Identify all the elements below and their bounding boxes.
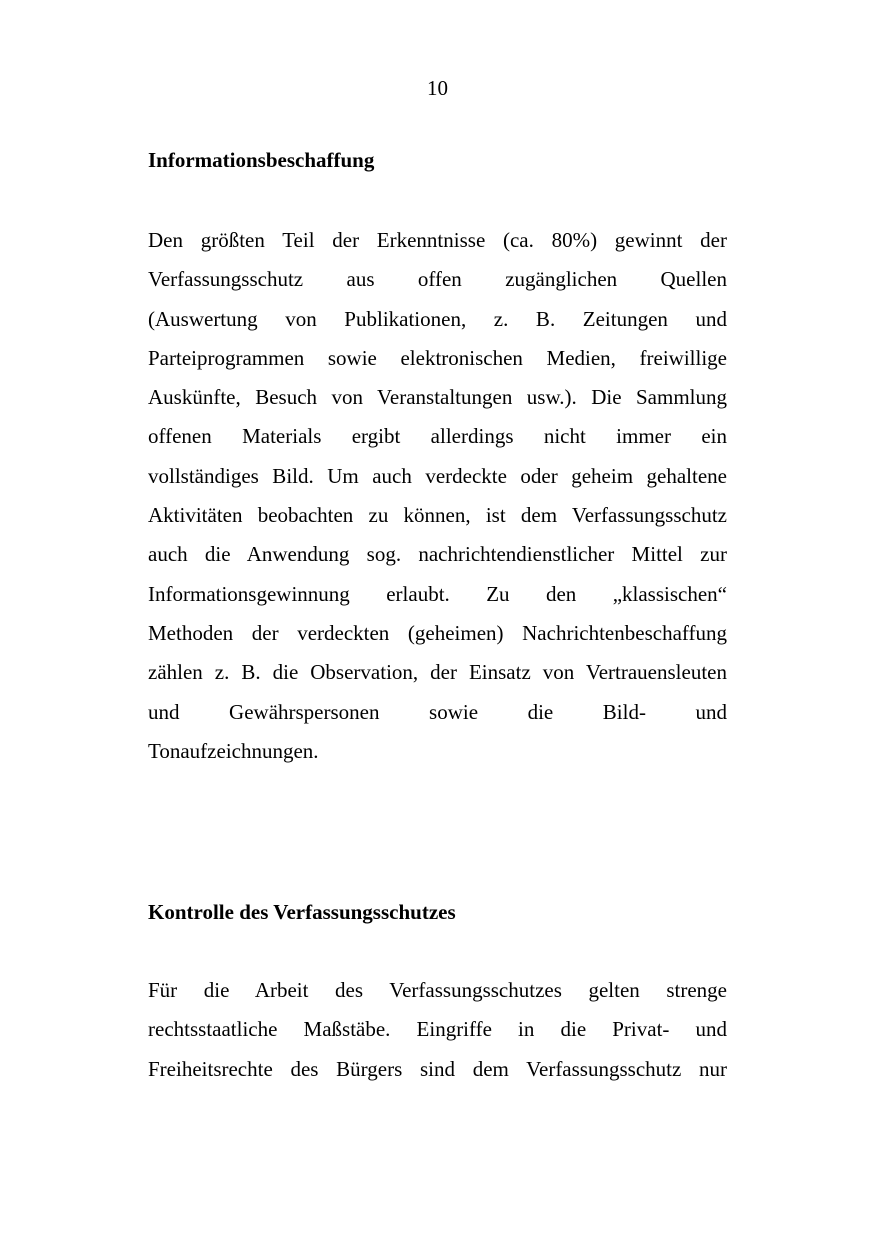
text-line: Tonaufzeichnungen. — [148, 738, 319, 763]
paragraph-informationsbeschaffung — [148, 221, 727, 771]
text-line: und Gewährspersonen sowie die Bild- und — [148, 699, 727, 724]
text-line: vollständiges Bild. Um auch verdeckte oder geheim gehaltene — [148, 463, 727, 488]
text-line: Aktivitäten beobachten zu können, ist dem Verfassungsschutz — [148, 503, 727, 528]
text-line: offenen Materials ergibt allerdings nicht immer ein — [148, 424, 727, 449]
text-line: zählen z. B. die Observation, der Einsatz von Vertrauensleuten — [148, 660, 727, 685]
paragraph-kontrolle — [148, 971, 727, 1089]
text-line: auch die Anwendung sog. nachrichtendienstlicher Mittel zur — [148, 542, 727, 567]
section-heading-kontrolle: Kontrolle des Verfassungsschutzes — [148, 900, 456, 924]
page-number: 10 — [427, 76, 448, 100]
text-line: Informationsgewinnung erlaubt. Zu den „klassischen“ — [148, 581, 727, 606]
text-line: Methoden der verdeckten (geheimen) Nachrichtenbeschaffung — [148, 620, 727, 645]
text-line: Auskünfte, Besuch von Veranstaltungen usw.). Die Sammlung — [148, 385, 727, 410]
text-line: Verfassungsschutz aus offen zugänglichen Quellen — [148, 267, 727, 292]
section-heading-informationsbeschaffung: Informationsbeschaffung — [148, 148, 375, 172]
text-line: (Auswertung von Publikationen, z. B. Zeitungen und — [148, 306, 727, 331]
text-line: Parteiprogrammen sowie elektronischen Medien, freiwillige — [148, 345, 727, 370]
text-line: Den größten Teil der Erkenntnisse (ca. 80%) gewinnt der — [148, 228, 727, 252]
text-line: Für die Arbeit des Verfassungsschutzes gelten strenge — [148, 978, 727, 1002]
text-line: Freiheitsrechte des Bürgers sind dem Verfassungsschutz nur — [148, 1056, 727, 1081]
text-line: rechtsstaatliche Maßstäbe. Eingriffe in die Privat- und — [148, 1017, 727, 1042]
